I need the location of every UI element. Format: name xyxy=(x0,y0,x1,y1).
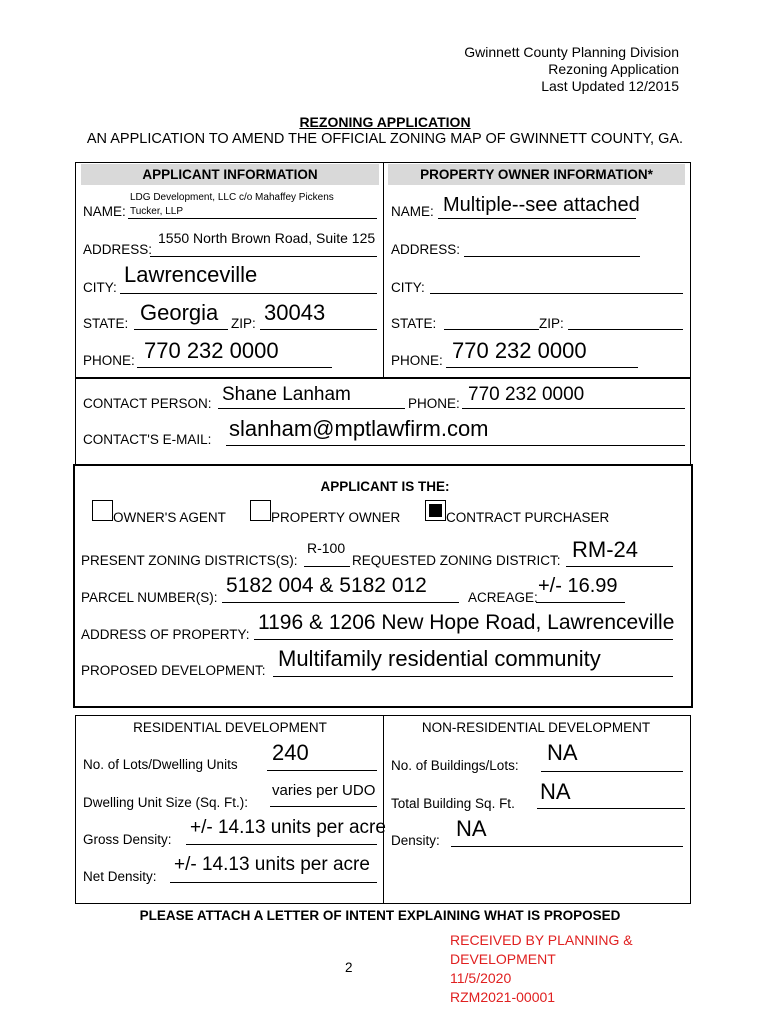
contract-purchaser-checkbox[interactable] xyxy=(425,500,446,521)
property-address-label: ADDRESS OF PROPERTY: xyxy=(81,627,250,642)
parcel-number-label: PARCEL NUMBER(S): xyxy=(81,590,218,605)
nonresidential-heading: NON-RESIDENTIAL DEVELOPMENT xyxy=(421,720,651,735)
unit-size-value[interactable]: varies per UDO xyxy=(272,782,376,799)
stamp-line-1: RECEIVED BY PLANNING & xyxy=(450,932,633,948)
stamp-line-4: RZM2021-00001 xyxy=(450,989,556,1005)
property-owner-checkbox[interactable] xyxy=(250,500,271,521)
stamp-line-3: 11/5/2020 xyxy=(450,970,512,986)
net-density-field[interactable] xyxy=(170,882,377,883)
owner-address-label: ADDRESS: xyxy=(391,242,461,257)
page-subtitle: AN APPLICATION TO AMEND THE OFFICIAL ZONING MAP OF GWINNETT COUNTY, GA. xyxy=(86,131,684,147)
applicant-state-field[interactable] xyxy=(134,329,228,330)
unit-size-field[interactable] xyxy=(270,806,377,807)
owner-name-label: NAME: xyxy=(391,204,434,219)
applicant-is-heading: APPLICANT IS THE: xyxy=(320,479,450,494)
owner-phone-value[interactable]: 770 232 0000 xyxy=(452,338,587,363)
applicant-state-label: STATE: xyxy=(83,316,129,331)
lots-field[interactable] xyxy=(267,770,377,771)
buildings-value[interactable]: NA xyxy=(547,740,578,765)
contact-person-label: CONTACT PERSON: xyxy=(83,396,212,411)
present-zoning-field[interactable] xyxy=(304,566,350,567)
applicant-name-label: NAME: xyxy=(83,204,126,219)
owner-state-field[interactable] xyxy=(444,329,539,330)
buildings-field[interactable] xyxy=(541,771,683,772)
division-name: Gwinnett County Planning Division xyxy=(464,44,679,60)
owner-address-field[interactable] xyxy=(464,256,640,257)
property-owner-label: PROPERTY OWNER xyxy=(271,510,401,525)
residential-heading: RESIDENTIAL DEVELOPMENT xyxy=(133,720,327,735)
applicant-zip-field[interactable] xyxy=(260,329,377,330)
owner-phone-field[interactable] xyxy=(446,367,638,368)
owner-city-label: CITY: xyxy=(391,280,425,295)
present-zoning-label: PRESENT ZONING DISTRICTS(S): xyxy=(81,553,298,568)
applicant-phone-label: PHONE: xyxy=(83,353,135,368)
net-density-value[interactable]: +/- 14.13 units per acre xyxy=(174,854,370,875)
owner-name-value[interactable]: Multiple--see attached xyxy=(443,194,640,216)
applicant-city-label: CITY: xyxy=(83,280,117,295)
owner-name-field[interactable] xyxy=(438,218,636,219)
nonres-density-field[interactable] xyxy=(451,846,683,847)
applicant-state-value[interactable]: Georgia xyxy=(140,300,219,325)
contact-email-value[interactable]: slanham@mptlawfirm.com xyxy=(229,416,489,441)
applicant-address-label: ADDRESS: xyxy=(83,242,153,257)
building-sqft-value[interactable]: NA xyxy=(540,779,571,804)
acreage-field[interactable] xyxy=(536,602,625,603)
contact-email-label: CONTACT'S E-MAIL: xyxy=(83,432,212,447)
applicant-name-field[interactable] xyxy=(128,218,377,219)
last-updated: Last Updated 12/2015 xyxy=(541,78,679,94)
owner-state-label: STATE: xyxy=(391,316,437,331)
requested-zoning-field[interactable] xyxy=(566,566,673,567)
page-title: REZONING APPLICATION xyxy=(299,114,471,130)
parcel-number-field[interactable] xyxy=(222,602,459,603)
applicant-phone-field[interactable] xyxy=(137,367,332,368)
applicant-info-heading: APPLICANT INFORMATION xyxy=(81,164,379,185)
development-divider xyxy=(383,715,384,904)
owner-city-field[interactable] xyxy=(430,293,683,294)
applicant-address-field[interactable] xyxy=(150,256,377,257)
lots-value[interactable]: 240 xyxy=(272,740,309,765)
building-sqft-label: Total Building Sq. Ft. xyxy=(391,796,515,811)
owner-zip-label: ZIP: xyxy=(539,316,564,331)
parcel-number-value[interactable]: 5182 004 & 5182 012 xyxy=(226,574,427,597)
contact-person-value[interactable]: Shane Lanham xyxy=(222,384,351,405)
owners-agent-checkbox[interactable] xyxy=(92,500,113,521)
proposed-development-label: PROPOSED DEVELOPMENT: xyxy=(81,663,266,678)
gross-density-value[interactable]: +/- 14.13 units per acre xyxy=(190,817,386,838)
column-divider xyxy=(383,162,384,379)
proposed-development-value[interactable]: Multifamily residential community xyxy=(278,646,601,671)
buildings-label: No. of Buildings/Lots: xyxy=(391,758,519,773)
nonres-density-label: Density: xyxy=(391,833,440,848)
applicant-zip-value[interactable]: 30043 xyxy=(264,300,326,325)
header-block xyxy=(464,44,679,95)
building-sqft-field[interactable] xyxy=(537,808,685,809)
unit-size-label: Dwelling Unit Size (Sq. Ft.): xyxy=(83,795,249,810)
applicant-name-line2[interactable]: Tucker, LLP xyxy=(130,206,183,217)
property-address-value[interactable]: 1196 & 1206 New Hope Road, Lawrenceville xyxy=(258,611,675,634)
contact-email-field[interactable] xyxy=(226,445,685,446)
gross-density-field[interactable] xyxy=(186,844,377,845)
contact-phone-label: PHONE: xyxy=(408,396,460,411)
requested-zoning-value[interactable]: RM-24 xyxy=(572,537,639,562)
page-number: 2 xyxy=(345,960,353,975)
received-stamp xyxy=(450,931,633,1007)
requested-zoning-label: REQUESTED ZONING DISTRICT: xyxy=(352,553,561,568)
proposed-development-field[interactable] xyxy=(273,676,673,677)
owners-agent-label: OWNER'S AGENT xyxy=(113,510,226,525)
applicant-zip-label: ZIP: xyxy=(231,316,256,331)
applicant-phone-value[interactable]: 770 232 0000 xyxy=(144,338,279,363)
owner-info-heading: PROPERTY OWNER INFORMATION* xyxy=(388,164,685,185)
applicant-city-field[interactable] xyxy=(120,293,377,294)
acreage-value[interactable]: +/- 16.99 xyxy=(538,575,618,597)
present-zoning-value[interactable]: R-100 xyxy=(307,540,346,556)
gross-density-label: Gross Density: xyxy=(83,832,172,847)
contract-purchaser-label: CONTRACT PURCHASER xyxy=(446,510,610,525)
contact-person-field[interactable] xyxy=(218,408,405,409)
property-address-field[interactable] xyxy=(254,639,673,640)
applicant-name-line1[interactable]: LDG Development, LLC c/o Mahaffey Pickens xyxy=(130,192,334,203)
applicant-address-value[interactable]: 1550 North Brown Road, Suite 125 xyxy=(158,230,376,246)
applicant-city-value[interactable]: Lawrenceville xyxy=(124,262,258,287)
acreage-label: ACREAGE: xyxy=(468,590,538,605)
contact-phone-field[interactable] xyxy=(462,408,685,409)
owner-phone-label: PHONE: xyxy=(391,353,443,368)
document-name: Rezoning Application xyxy=(548,61,679,77)
owner-zip-field[interactable] xyxy=(568,329,683,330)
contact-phone-value[interactable]: 770 232 0000 xyxy=(468,384,585,405)
net-density-label: Net Density: xyxy=(83,869,157,884)
nonres-density-value[interactable]: NA xyxy=(456,816,487,841)
stamp-line-2: DEVELOPMENT xyxy=(450,951,556,967)
lots-label: No. of Lots/Dwelling Units xyxy=(83,757,238,772)
letter-of-intent-note: PLEASE ATTACH A LETTER OF INTENT EXPLAINING WHAT IS PROPOSED xyxy=(139,908,621,923)
